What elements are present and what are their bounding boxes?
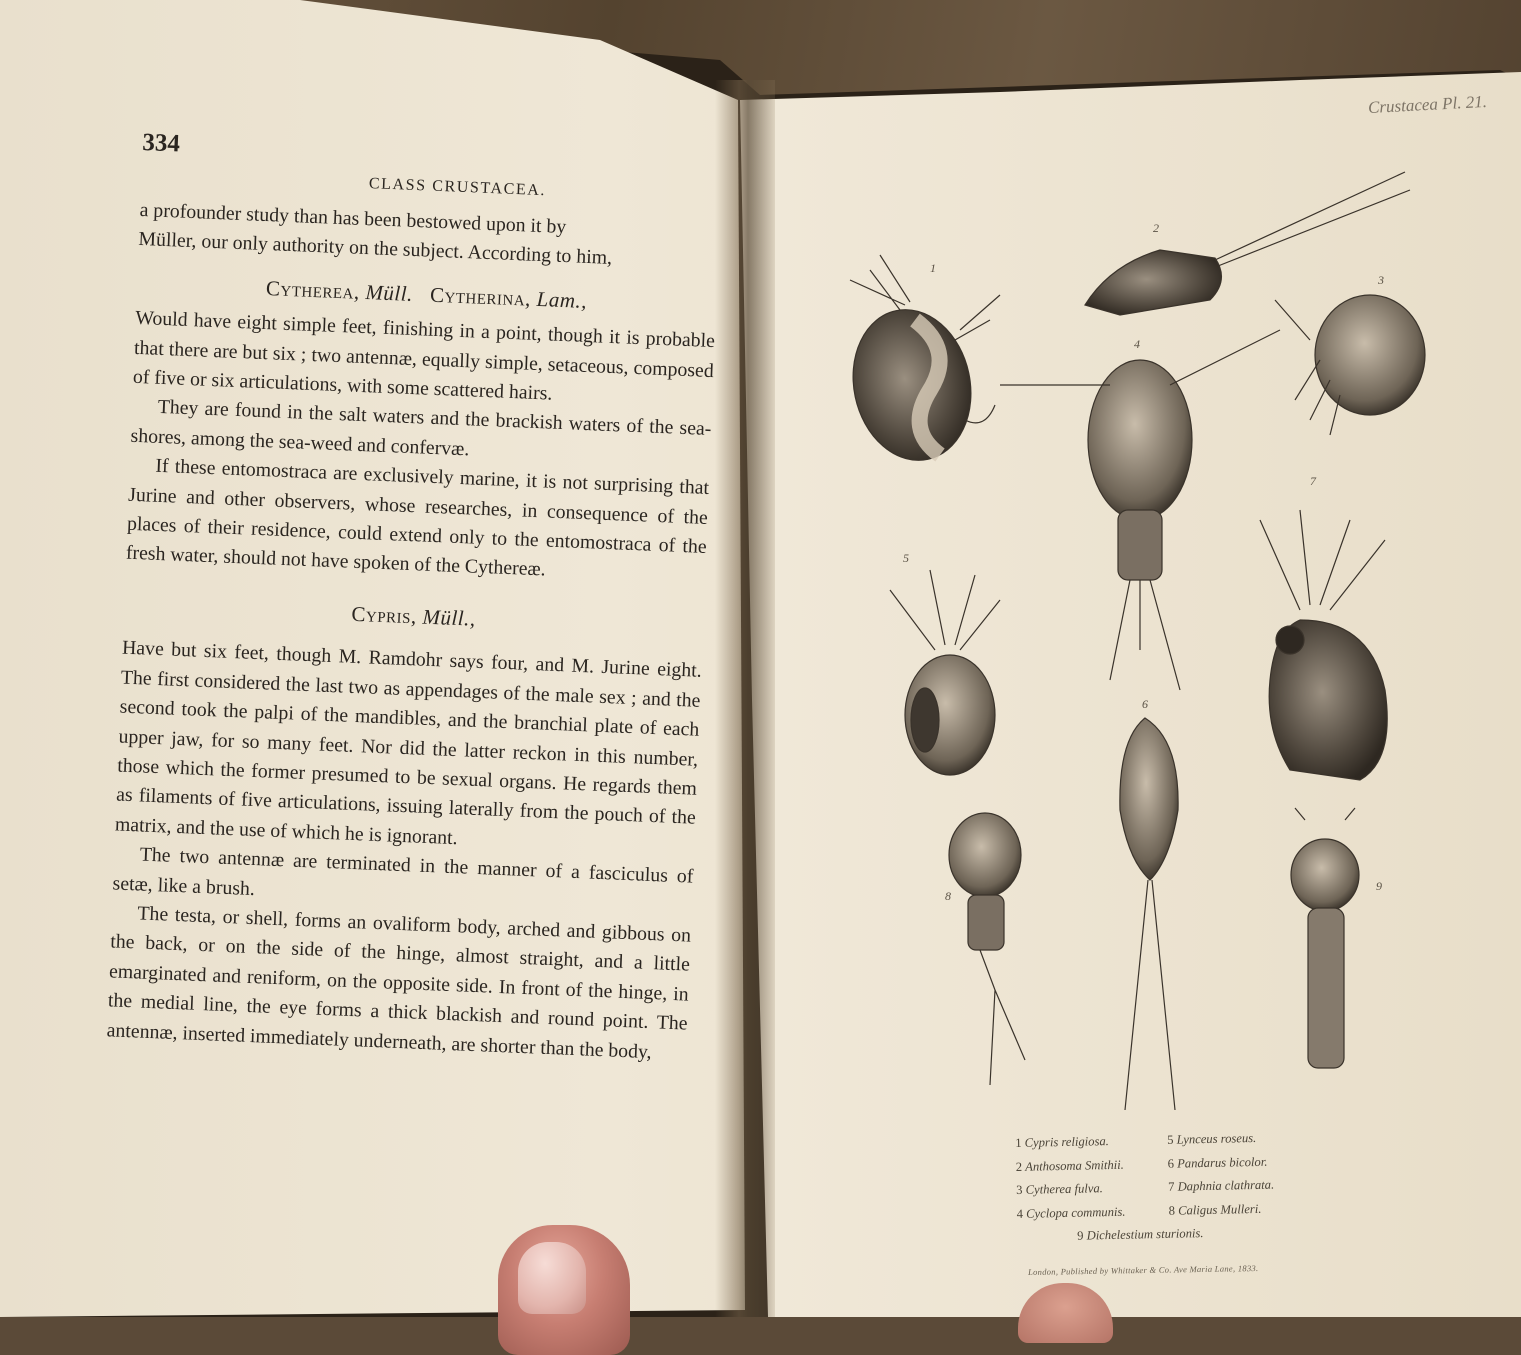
figure-7-daphnia <box>1260 510 1387 780</box>
figure-6-pandarus <box>1120 718 1178 1110</box>
running-head: CLASS CRUSTACEA. <box>368 175 547 200</box>
caption-entry: 4 Cyclopa communis. <box>1016 1204 1126 1221</box>
caption-entry: 6 Pandarus bicolor. <box>1167 1154 1268 1171</box>
figure-number-6: 6 <box>1142 697 1148 711</box>
figure-number-3: 3 <box>1378 273 1384 287</box>
genus-heading-cytherea: Cytherea, Müll. Cytherina, Lam., <box>265 275 588 313</box>
figure-number-8: 8 <box>945 889 951 903</box>
paragraph: The testa, or shell, forms an ovaliform body, arched and gibbous on the back, or on the side of the hinge, almost straight, and a little emarginated and reniform, on the opposite side. In front of the hinge, in the medial line, the eye forms a thick blackish and round point. The antennæ, inserted immediately underneath, are shorter than the body, <box>106 902 692 1063</box>
paragraph: If these entomostraca are exclusively marine, it is not surprising that Jurine and other observers, whose researches, in consequence of the places of their residence, could extend only to the entomostraca of the fresh water, should not have spoken of the Cythereæ. <box>125 455 710 581</box>
caption-entry: 2 Anthosoma Smithii. <box>1015 1157 1124 1174</box>
paragraph: They are found in the salt waters and the brackish waters of the sea-shores, among the sea-weed and confervæ. <box>130 396 712 461</box>
opening-line: a profounder study than has been bestowed upon it by <box>139 198 567 239</box>
figure-2-anthosoma <box>1085 172 1410 315</box>
figure-8-caligus <box>949 813 1025 1085</box>
figure-number-4: 4 <box>1134 337 1140 351</box>
caption-entry: 7 Daphnia clathrata. <box>1168 1177 1275 1194</box>
publisher-imprint: London, Published by Whittaker & Co. Ave Maria Lane, 1833. <box>1027 1262 1259 1278</box>
figure-5-lynceus <box>890 570 1000 775</box>
thumbnail-nail <box>518 1242 586 1314</box>
figure-9-dichelestium <box>1291 808 1359 1068</box>
opening-line: Müller, our only authority on the subject. According to him, <box>138 228 613 270</box>
paragraph: Would have eight simple feet, finishing in a point, though it is probable that there are but six ; two antennæ, equally simple, setaceous, composed of five or six articulations, with some scattered hairs. <box>132 307 716 405</box>
plate-caption <box>1015 1125 1357 1250</box>
paragraph: The two antennæ are terminated in the manner of a fasciculus of setæ, like a brush. <box>112 843 694 900</box>
caption-entry: 5 Lynceus roseus. <box>1167 1130 1257 1147</box>
figure-3-cytherea <box>1275 295 1425 435</box>
genus-heading-cypris: Cypris, Müll., <box>351 601 477 631</box>
caption-entry: 8 Caligus Mulleri. <box>1168 1201 1262 1218</box>
figure-number-1: 1 <box>930 261 936 275</box>
figure-number-7: 7 <box>1310 474 1316 488</box>
caption-entry: 9 Dichelestium sturionis. <box>1077 1226 1204 1243</box>
plate-title: Crustacea Pl. 21. <box>1367 91 1488 118</box>
caption-entry: 3 Cytherea fulva. <box>1016 1181 1103 1197</box>
figure-number-5: 5 <box>903 551 909 565</box>
paragraph: Have but six feet, though M. Ramdohr says four, and M. Jurine eight. The first considered the last two as appendages of the male sex ; and the second took the palpi of the mandibles, and the branchial plate of each upper jaw, for so many feet. Nor did the latter reckon in this number, those which the former presumed to be sexual organs. He regards them as filaments of five articulations, issuing laterally from the pouch of the matrix, and the use of which he is ignorant. <box>114 636 703 849</box>
figure-number-2: 2 <box>1153 221 1159 235</box>
caption-entry: 1 Cypris religiosa. <box>1015 1134 1110 1150</box>
figure-number-9: 9 <box>1376 879 1382 893</box>
figure-1-cypris <box>839 255 1000 471</box>
page-number: 334 <box>141 128 181 158</box>
figure-4-cyclopa <box>1000 330 1280 690</box>
